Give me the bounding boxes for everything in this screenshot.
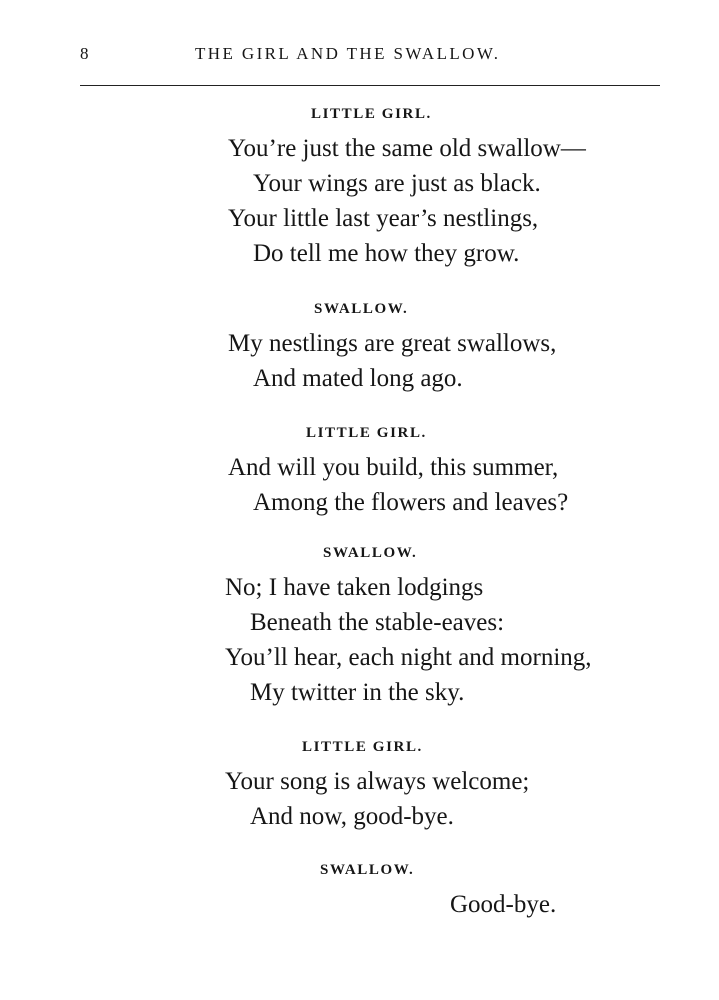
verse-line: Among the flowers and leaves?	[253, 489, 569, 516]
verse-line: And mated long ago.	[253, 365, 463, 392]
speaker-label: LITTLE GIRL.	[311, 106, 432, 122]
verse-line: You’re just the same old swallow—	[228, 135, 586, 162]
verse-line: My nestlings are great swallows,	[228, 330, 557, 357]
verse-line: Do tell me how they grow.	[253, 240, 520, 267]
speaker-label: SWALLOW.	[323, 545, 418, 561]
speaker-label: SWALLOW.	[320, 862, 415, 878]
speaker-label: LITTLE GIRL.	[306, 425, 427, 441]
verse-line: Beneath the stable-eaves:	[250, 609, 505, 636]
verse-line: You’ll hear, each night and morning,	[225, 644, 592, 671]
verse-line: And will you build, this summer,	[228, 454, 559, 481]
verse-line: Good-bye.	[450, 891, 557, 918]
verse-line: Your wings are just as black.	[253, 170, 541, 197]
speaker-label: LITTLE GIRL.	[302, 739, 423, 755]
page-number: 8	[80, 44, 91, 63]
verse-line: Your little last year’s nestlings,	[228, 205, 539, 232]
speaker-label: SWALLOW.	[314, 301, 409, 317]
verse-line: No; I have taken lodgings	[225, 574, 484, 601]
verse-line: Your song is always welcome;	[225, 768, 530, 795]
verse-line: And now, good-bye.	[250, 803, 454, 830]
verse-line: My twitter in the sky.	[250, 679, 465, 706]
running-title: THE GIRL AND THE SWALLOW.	[195, 44, 501, 63]
